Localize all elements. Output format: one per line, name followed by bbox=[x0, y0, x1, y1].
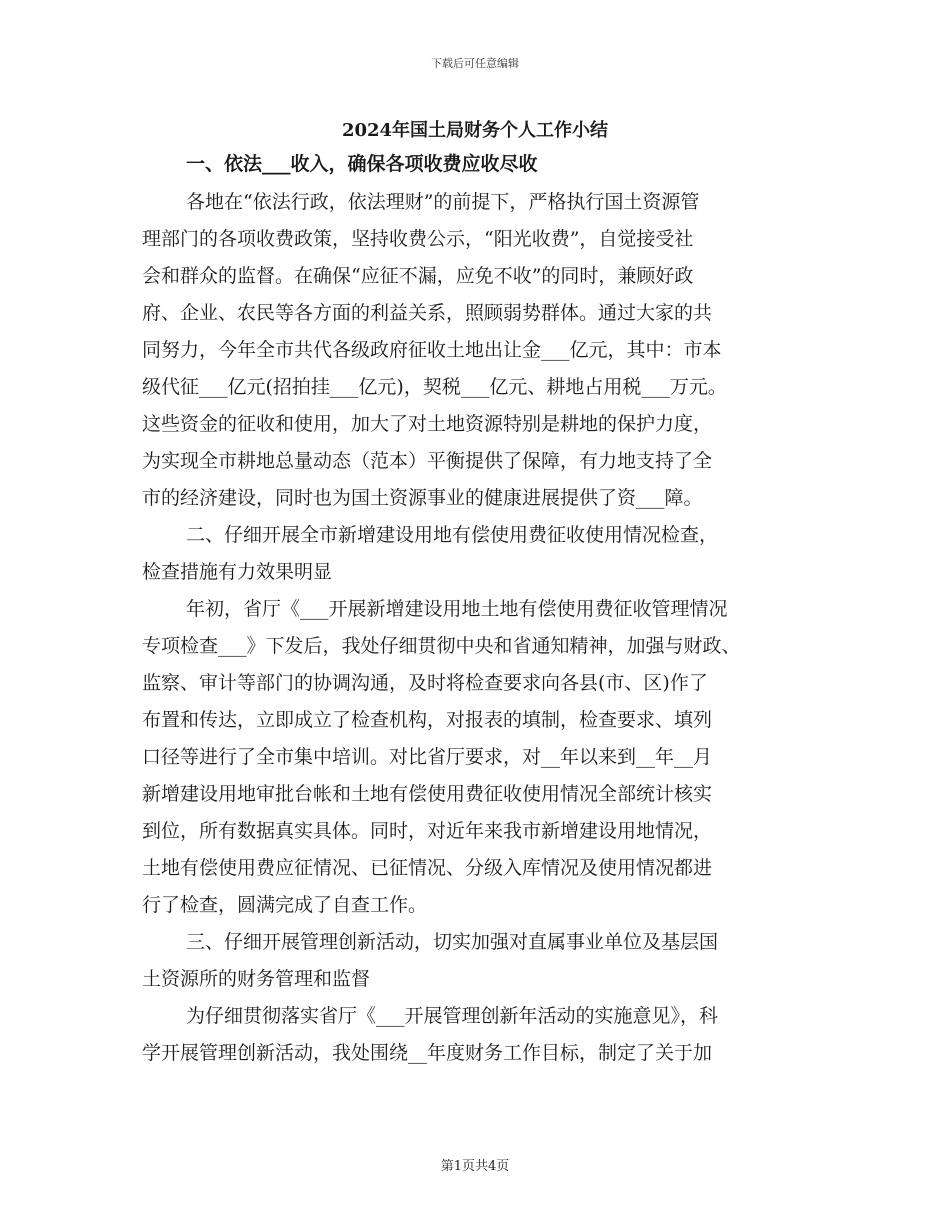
paragraph-line: 新增建设用地审批台帐和土地有偿使用费征收使用情况全部统计核实 bbox=[142, 783, 713, 805]
paragraph-line: 土地有偿使用费应征情况、已征情况、分级入库情况及使用情况都进 bbox=[142, 857, 713, 879]
paragraph-line: 会和群众的监督。在确保“应征不漏，应免不收”的同时，兼顾好政 bbox=[142, 265, 694, 287]
paragraph-line: 为仔细贯彻落实省厅《___开展管理创新年活动的实施意见》，科 bbox=[186, 1005, 719, 1027]
paragraph-line: 学开展管理创新活动，我处围绕__年度财务工作目标，制定了关于加 bbox=[142, 1042, 713, 1064]
section-heading-2: 二、仔细开展全市新增建设用地有偿使用费征收使用情况检查， bbox=[186, 524, 719, 546]
paragraph-line: 年初，省厅《___开展新增建设用地土地有偿使用费征收管理情况 bbox=[186, 598, 728, 620]
document-title: 2024年国土局财务个人工作小结 bbox=[341, 120, 609, 141]
paragraph-line: 各地在“依法行政，依法理财”的前提下，严格执行国土资源管 bbox=[186, 191, 700, 213]
paragraph-line: 布置和传达，立即成立了检查机构，对报表的填制，检查要求、填列 bbox=[142, 709, 713, 731]
paragraph-line: 行了检查，圆满完成了自查工作。 bbox=[142, 894, 428, 916]
section-heading-1: 一、依法___收入，确保各项收费应收尽收 bbox=[186, 153, 538, 175]
paragraph-line: 到位，所有数据真实具体。同时，对近年来我市新增建设用地情况， bbox=[142, 820, 713, 842]
paragraph-line: 级代征___亿元(招拍挂___亿元)，契税___亿元、耕地占用税___万元。 bbox=[142, 376, 727, 398]
paragraph-line: 理部门的各项收费政策，坚持收费公示，“阳光收费”，自觉接受社 bbox=[142, 228, 694, 250]
page-number-footer: 第1页共4页 bbox=[440, 1159, 510, 1174]
paragraph-line: 为实现全市耕地总量动态（范本）平衡提供了保障，有力地支持了全 bbox=[142, 450, 713, 472]
paragraph-line: 口径等进行了全市集中培训。对比省厅要求，对__年以来到__年__月 bbox=[142, 746, 713, 768]
header-note: 下载后可任意编辑 bbox=[431, 57, 519, 70]
paragraph-line: 同努力，今年全市共代各级政府征收土地出让金___亿元，其中：市本 bbox=[142, 339, 722, 361]
paragraph-line: 监察、审计等部门的协调沟通，及时将检查要求向各县(市、区)作了 bbox=[142, 672, 708, 694]
paragraph-line: 市的经济建设，同时也为国土资源事业的健康进展提供了资___障。 bbox=[142, 487, 703, 509]
section-heading-2-cont: 检查措施有力效果明显 bbox=[142, 561, 333, 583]
section-heading-3: 三、仔细开展管理创新活动，切实加强对直属事业单位及基层国 bbox=[186, 931, 719, 953]
section-heading-3-cont: 土资源所的财务管理和监督 bbox=[142, 968, 371, 990]
paragraph-line: 这些资金的征收和使用，加大了对土地资源特别是耕地的保护力度， bbox=[142, 413, 713, 435]
paragraph-line: 专项检查___》下发后，我处仔细贯彻中央和省通知精神，加强与财政、 bbox=[142, 635, 741, 657]
paragraph-line: 府、企业、农民等各方面的利益关系，照顾弱势群体。通过大家的共 bbox=[142, 302, 713, 324]
